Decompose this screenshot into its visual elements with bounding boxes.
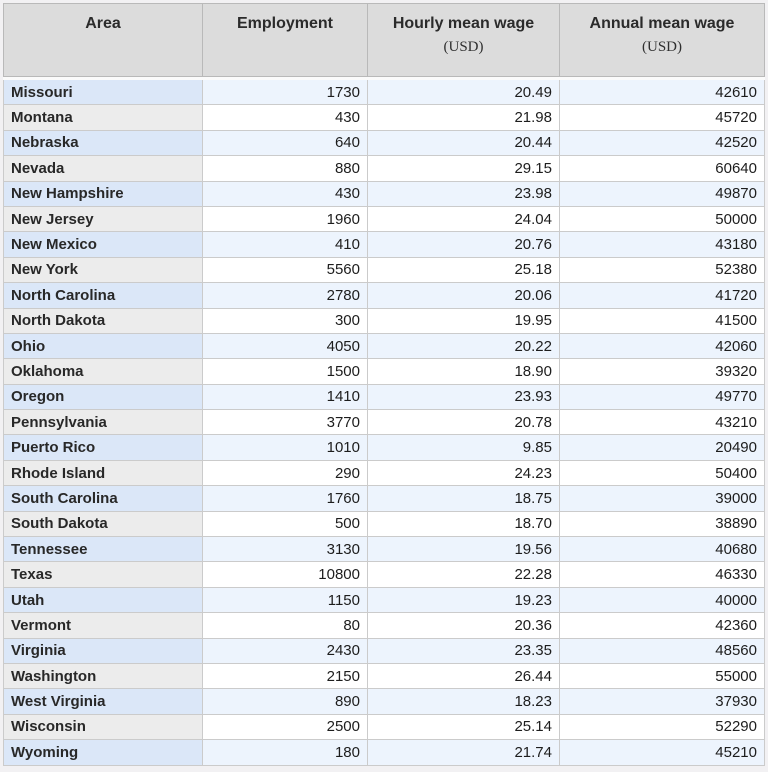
hourly-wage-cell: 23.93 — [368, 385, 560, 410]
column-header-hourly-wage — [368, 3, 560, 77]
employment-cell: 10800 — [203, 562, 368, 587]
hourly-wage-cell: 23.35 — [368, 639, 560, 664]
area-cell: Oregon — [3, 385, 203, 410]
header-row — [3, 3, 765, 77]
table-row — [3, 283, 765, 308]
area-cell: Vermont — [3, 613, 203, 638]
table-row — [3, 512, 765, 537]
employment-cell: 1410 — [203, 385, 368, 410]
employment-cell: 430 — [203, 105, 368, 130]
employment-cell: 1150 — [203, 588, 368, 613]
employment-cell: 1730 — [203, 80, 368, 105]
hourly-wage-cell: 20.49 — [368, 80, 560, 105]
table-row — [3, 156, 765, 181]
employment-cell: 2500 — [203, 715, 368, 740]
annual-wage-cell: 38890 — [560, 512, 765, 537]
area-cell: Tennessee — [3, 537, 203, 562]
area-cell: Puerto Rico — [3, 435, 203, 460]
area-cell: New Jersey — [3, 207, 203, 232]
employment-cell: 500 — [203, 512, 368, 537]
employment-cell: 410 — [203, 232, 368, 257]
table-row — [3, 461, 765, 486]
table-row — [3, 207, 765, 232]
hourly-wage-cell: 18.90 — [368, 359, 560, 384]
column-header-employment — [203, 3, 368, 77]
employment-cell: 300 — [203, 309, 368, 334]
area-cell: New Mexico — [3, 232, 203, 257]
column-header-area — [3, 3, 203, 77]
annual-wage-cell: 50000 — [560, 207, 765, 232]
column-header-annual-wage-sublabel: (USD) — [642, 39, 682, 55]
area-cell: Wyoming — [3, 740, 203, 765]
employment-cell: 1960 — [203, 207, 368, 232]
hourly-wage-cell: 23.98 — [368, 182, 560, 207]
table-row — [3, 740, 765, 765]
area-cell: Nevada — [3, 156, 203, 181]
hourly-wage-cell: 18.23 — [368, 689, 560, 714]
table-row — [3, 639, 765, 664]
table-row — [3, 486, 765, 511]
wage-table — [3, 3, 765, 766]
employment-cell: 1500 — [203, 359, 368, 384]
employment-cell: 890 — [203, 689, 368, 714]
annual-wage-cell: 41720 — [560, 283, 765, 308]
annual-wage-cell: 20490 — [560, 435, 765, 460]
table-row — [3, 359, 765, 384]
area-cell: Utah — [3, 588, 203, 613]
column-header-annual-wage — [560, 3, 765, 77]
annual-wage-cell: 43180 — [560, 232, 765, 257]
table-row — [3, 588, 765, 613]
annual-wage-cell: 42060 — [560, 334, 765, 359]
annual-wage-cell: 43210 — [560, 410, 765, 435]
employment-cell: 4050 — [203, 334, 368, 359]
annual-wage-cell: 55000 — [560, 664, 765, 689]
annual-wage-cell: 42360 — [560, 613, 765, 638]
hourly-wage-cell: 19.56 — [368, 537, 560, 562]
table-row — [3, 131, 765, 156]
hourly-wage-cell: 26.44 — [368, 664, 560, 689]
employment-cell: 430 — [203, 182, 368, 207]
area-cell: Wisconsin — [3, 715, 203, 740]
column-header-annual-wage-label: Annual mean wage — [589, 15, 735, 32]
area-cell: Rhode Island — [3, 461, 203, 486]
table-row — [3, 613, 765, 638]
table-row — [3, 664, 765, 689]
hourly-wage-cell: 20.44 — [368, 131, 560, 156]
annual-wage-cell: 42520 — [560, 131, 765, 156]
annual-wage-cell: 60640 — [560, 156, 765, 181]
annual-wage-cell: 40000 — [560, 588, 765, 613]
employment-cell: 3130 — [203, 537, 368, 562]
area-cell: North Carolina — [3, 283, 203, 308]
annual-wage-cell: 46330 — [560, 562, 765, 587]
annual-wage-cell: 39000 — [560, 486, 765, 511]
table-row — [3, 410, 765, 435]
hourly-wage-cell: 20.76 — [368, 232, 560, 257]
employment-cell: 180 — [203, 740, 368, 765]
annual-wage-cell: 50400 — [560, 461, 765, 486]
table-row — [3, 309, 765, 334]
employment-cell: 290 — [203, 461, 368, 486]
hourly-wage-cell: 19.23 — [368, 588, 560, 613]
area-cell: Texas — [3, 562, 203, 587]
area-cell: New York — [3, 258, 203, 283]
employment-cell: 2430 — [203, 639, 368, 664]
annual-wage-cell: 52380 — [560, 258, 765, 283]
area-cell: South Dakota — [3, 512, 203, 537]
hourly-wage-cell: 25.18 — [368, 258, 560, 283]
hourly-wage-cell: 9.85 — [368, 435, 560, 460]
hourly-wage-cell: 18.75 — [368, 486, 560, 511]
hourly-wage-cell: 20.36 — [368, 613, 560, 638]
hourly-wage-cell: 20.22 — [368, 334, 560, 359]
employment-cell: 1760 — [203, 486, 368, 511]
column-header-hourly-wage-label: Hourly mean wage — [392, 15, 535, 32]
column-header-area-label: Area — [85, 15, 121, 32]
area-cell: South Carolina — [3, 486, 203, 511]
hourly-wage-cell: 20.06 — [368, 283, 560, 308]
column-header-hourly-wage-sublabel: (USD) — [443, 39, 484, 55]
area-cell: Oklahoma — [3, 359, 203, 384]
table-row — [3, 715, 765, 740]
table-row — [3, 385, 765, 410]
area-cell: New Hampshire — [3, 182, 203, 207]
table-header — [3, 3, 765, 80]
area-cell: Missouri — [3, 80, 203, 105]
hourly-wage-cell: 29.15 — [368, 156, 560, 181]
table-row — [3, 435, 765, 460]
hourly-wage-cell: 25.14 — [368, 715, 560, 740]
annual-wage-cell: 52290 — [560, 715, 765, 740]
area-cell: Virginia — [3, 639, 203, 664]
table-row — [3, 689, 765, 714]
employment-cell: 5560 — [203, 258, 368, 283]
area-cell: West Virginia — [3, 689, 203, 714]
hourly-wage-cell: 18.70 — [368, 512, 560, 537]
table-row — [3, 258, 765, 283]
employment-cell: 3770 — [203, 410, 368, 435]
employment-cell: 2780 — [203, 283, 368, 308]
area-cell: Ohio — [3, 334, 203, 359]
annual-wage-cell: 45720 — [560, 105, 765, 130]
employment-cell: 1010 — [203, 435, 368, 460]
annual-wage-cell: 39320 — [560, 359, 765, 384]
annual-wage-cell: 40680 — [560, 537, 765, 562]
annual-wage-cell: 45210 — [560, 740, 765, 765]
area-cell: North Dakota — [3, 309, 203, 334]
annual-wage-cell: 49770 — [560, 385, 765, 410]
employment-cell: 640 — [203, 131, 368, 156]
employment-cell: 880 — [203, 156, 368, 181]
employment-cell: 80 — [203, 613, 368, 638]
table-row — [3, 80, 765, 105]
table-row — [3, 562, 765, 587]
hourly-wage-cell: 21.74 — [368, 740, 560, 765]
area-cell: Washington — [3, 664, 203, 689]
hourly-wage-cell: 21.98 — [368, 105, 560, 130]
table-row — [3, 334, 765, 359]
hourly-wage-cell: 24.04 — [368, 207, 560, 232]
hourly-wage-cell: 22.28 — [368, 562, 560, 587]
hourly-wage-cell: 19.95 — [368, 309, 560, 334]
employment-cell: 2150 — [203, 664, 368, 689]
annual-wage-cell: 42610 — [560, 80, 765, 105]
column-header-employment-label: Employment — [236, 15, 333, 32]
annual-wage-cell: 41500 — [560, 309, 765, 334]
area-cell: Nebraska — [3, 131, 203, 156]
table-row — [3, 537, 765, 562]
table-row — [3, 105, 765, 130]
annual-wage-cell: 48560 — [560, 639, 765, 664]
table-row — [3, 232, 765, 257]
table-body — [3, 80, 765, 766]
area-cell: Pennsylvania — [3, 410, 203, 435]
annual-wage-cell: 37930 — [560, 689, 765, 714]
annual-wage-cell: 49870 — [560, 182, 765, 207]
table-row — [3, 182, 765, 207]
hourly-wage-cell: 20.78 — [368, 410, 560, 435]
area-cell: Montana — [3, 105, 203, 130]
hourly-wage-cell: 24.23 — [368, 461, 560, 486]
